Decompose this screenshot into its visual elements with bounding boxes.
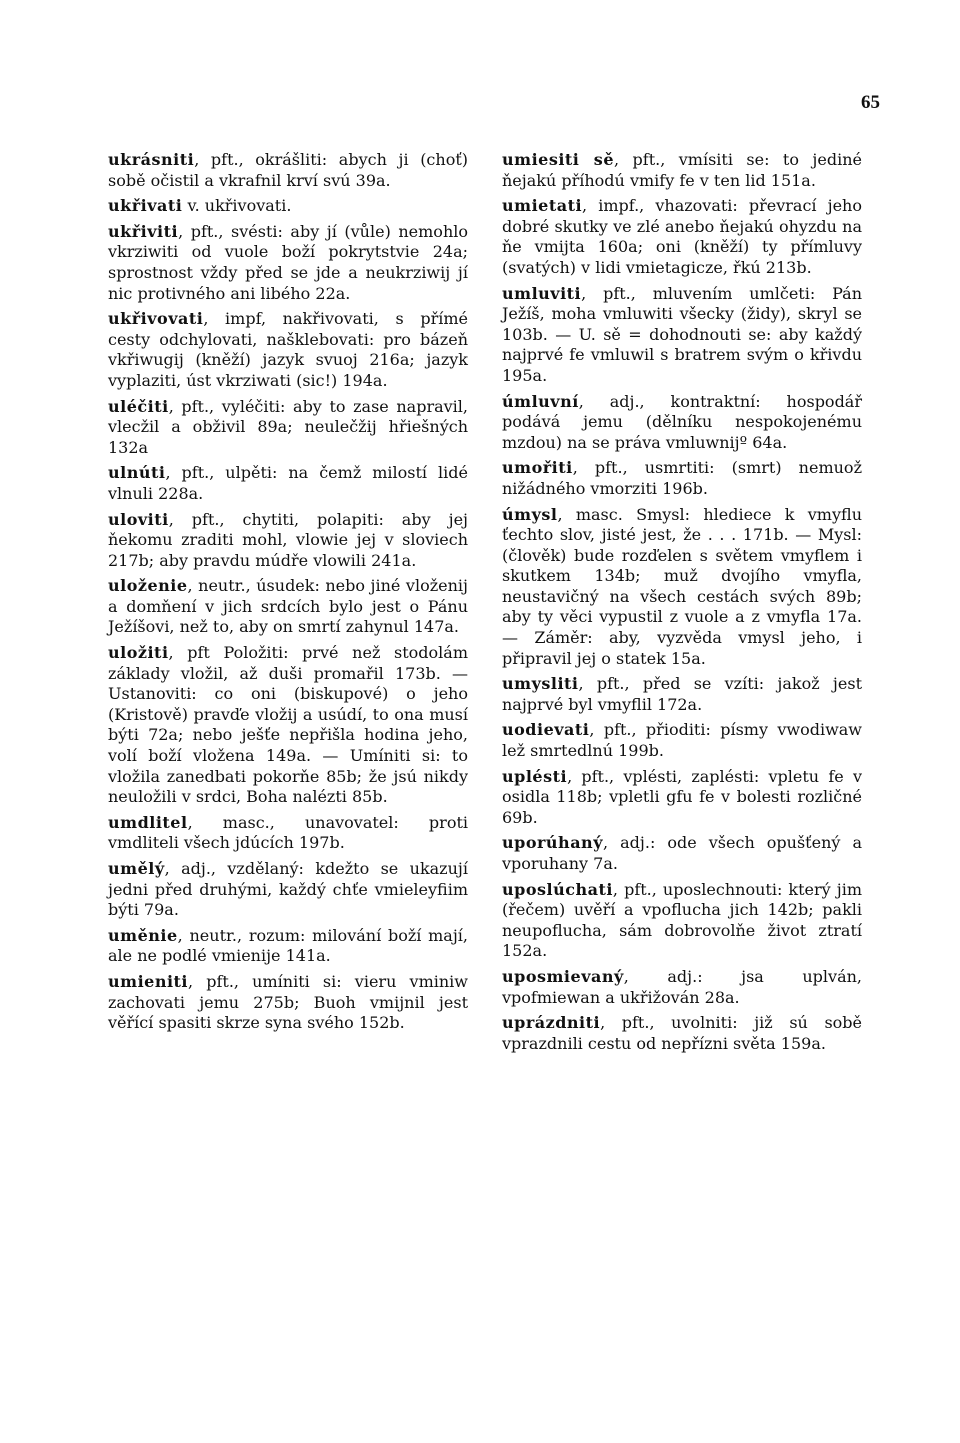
headword: ukřivovati: [108, 309, 204, 329]
dictionary-entry: [108, 643, 468, 808]
dictionary-entry: [502, 392, 862, 454]
dictionary-entry: [502, 833, 862, 874]
headword: umysliti: [502, 674, 579, 694]
headword: umluviti: [502, 283, 582, 303]
entry-definition: , adj., kontraktní: hospodář podává jemu (dělníku nespokojenému mzdou) na se práva vmluwnijº 64a.: [502, 391, 862, 452]
dictionary-entry: [108, 196, 468, 217]
headword: ukrásniti: [108, 150, 195, 169]
entry-definition: , masc., unavovatel: proti vmdliteli všech jdúcích 197b.: [108, 812, 468, 853]
entry-definition: , pft., vplésti, zaplésti: vpletu fe v osidla 118b; vpletli gfu fe v bolesti rozličné 69b.: [502, 766, 862, 827]
entry-definition: , pft., ulpěti: na čemž milostí lidé vlnuli 228a.: [108, 463, 468, 503]
dictionary-entry: [108, 222, 468, 304]
headword: uléčiti: [108, 396, 169, 416]
headword: uplésti: [502, 766, 568, 786]
headword: uposlúchati: [502, 879, 613, 899]
entry-definition: , pft., uposlechnouti: který jim (řečem) uvěří a vpoflucha jich 142b; pakli neupoflucha, sám dobrovolňe život ztratí 152a.: [502, 879, 862, 961]
headword: umieniti: [108, 971, 188, 991]
dictionary-entry: [502, 458, 862, 499]
entry-definition: , pft., vmísiti se: to jediné ňejakú příhodú vmify fe v ten lid 151a.: [502, 150, 862, 190]
entry-definition: , pft., před se vzíti: jakož jest najprvé byl vmyflil 172a.: [502, 674, 862, 714]
dictionary-entry: [502, 880, 862, 962]
dictionary-entry: [502, 1013, 862, 1054]
headword: uodievati: [502, 720, 590, 740]
headword: uprázdniti: [502, 1013, 601, 1033]
right-column: [502, 150, 862, 1059]
entry-definition: , pft., uvolniti: již sú sobě vprazdnili cestu od nepřízni světa 159a.: [502, 1013, 862, 1053]
dictionary-entry: [502, 967, 862, 1008]
entry-definition: , adj., vzdělaný: kdežto se ukazují jedni před druhými, každý chťe vmieleyfiim býti 79a.: [108, 859, 468, 920]
entry-definition: , adj.: jsa uplván, vpofmiewan a ukřižován 28a.: [502, 966, 862, 1007]
dictionary-entry: [108, 859, 468, 921]
dictionary-entry: [502, 196, 862, 278]
dictionary-entry: [502, 720, 862, 761]
entry-definition: , pft., svésti: aby jí (vůle) nemohlo vkrziwiti od vuole boží pokrytstvie 24a; sprostnost vždy před se jde a neukrziwij jí nic protivného ani libého 22a.: [108, 221, 468, 303]
headword: ulnúti: [108, 463, 166, 483]
dictionary-entry: [502, 150, 862, 191]
page-number: 65: [861, 92, 880, 113]
entry-definition: , pft Položiti: prvé než stodolám základy vložil, až duši promařil 173b. — Ustanoviti: co oni (biskupové) o jeho (Kristově) pravďe vložij a usúdí, to ona musí býti 72a; nebo ješťe nepřišla hodina jeho, volí boží vložena 149a. — Umíniti si: to vložila zanedbati pokorňe 85b; že jsú nikdy neuložili v srdci, Boha nalézti 85b.: [108, 643, 468, 807]
headword: umiesiti sě: [502, 150, 614, 169]
headword: uloviti: [108, 509, 169, 529]
headword: uměnie: [108, 925, 178, 945]
dictionary-entry: [108, 926, 468, 967]
dictionary-entry: [502, 674, 862, 715]
headword: úmluvní: [502, 391, 579, 411]
entry-definition: , pft., přioditi: písmy vwodiwaw lež smrtedlnú 199b.: [502, 720, 862, 761]
dictionary-entry: [108, 972, 468, 1034]
entry-definition: , pft., vyléčiti: aby to zase napravil, vlecžil a obživil 89a; neulečžij hřiešných 132a: [108, 396, 468, 457]
headword: umdlitel: [108, 812, 188, 832]
entry-definition: , neutr., rozum: milování boží mají, ale ne podlé vmienije 141a.: [108, 925, 468, 966]
headword: umělý: [108, 859, 165, 878]
dictionary-entry: [108, 576, 468, 638]
headword: uporúhaný: [502, 833, 603, 853]
entry-definition: , impf, nakřivovati, s přímé cesty odchylovati, našklebovati: pro bázeň vkřiwugij (kněží) jazyk svuoj 216a; jazyk vyplaziti, úst vkrziwati (sic!) 194a.: [108, 309, 468, 390]
entry-definition: v. ukřivovati.: [182, 196, 292, 216]
entry-definition: , impf., vhazovati: převrací jeho dobré skutky ve zlé anebo ňejakú ohyzdu na ňe vmijta 160a; oni (kněží) ty přímluvy (svatých) v lidi vmietagicze, řkú 213b.: [502, 196, 862, 277]
headword: ukřiviti: [108, 221, 179, 241]
dictionary-entry: [108, 150, 468, 191]
entry-definition: , adj.: ode všech opušťený a vporuhany 7a.: [502, 833, 862, 873]
dictionary-entry: [108, 463, 468, 504]
dictionary-entry: [108, 813, 468, 854]
headword: uposmievaný: [502, 966, 624, 986]
dictionary-entry: [502, 505, 862, 670]
dictionary-entry: [108, 510, 468, 572]
headword: umietati: [502, 196, 583, 216]
entry-definition: , pft., chytiti, polapiti: aby jej ňekomu zraditi mohl, vlowie jej v sloviech 217b; aby pravdu múdře vlowili 241a.: [108, 509, 468, 570]
headword: uloženie: [108, 576, 188, 596]
headword: uložiti: [108, 643, 169, 663]
entry-definition: , pft., umíniti si: vieru vminiw zachovati jemu 275b; Buoh vmijnil jest věřící spasiti skrze syna svého 152b.: [108, 971, 468, 1033]
dictionary-entry: [502, 767, 862, 829]
headword: úmysl: [502, 504, 558, 524]
entry-definition: , pft., mluvením umlčeti: Pán Ježíš, moha vmluwiti všecky (židy), skryl se 103b. — U. sě = dohodnouti se: aby každý najprvé fe vmluwil s bratrem svým o křivdu 195a.: [502, 283, 862, 385]
dictionary-entry: [502, 284, 862, 387]
entry-definition: , pft., okrášliti: abych ji (choť) sobě očistil a vkrafnil krví svú 39a.: [108, 150, 468, 190]
dictionary-entry: [108, 309, 468, 391]
left-column: [108, 150, 468, 1039]
dictionary-entry: [108, 397, 468, 459]
entry-definition: , masc. Smysl: hlediece k vmyflu ťechto slov, jisté jest, že . . . 171b. — Mysl: (člověk) bude rozďelen s světem vmyflem i skutkem 134b; muž dvojího vmyfla, neustavičný na všech cestách svých 89b; aby ty věci vypustil z vuole a z vmyfla 17a. — Záměr: aby, vyzvěda vmysl jeho, i připravil jej o statek 15a.: [502, 504, 862, 668]
headword: ukřivati: [108, 196, 183, 216]
headword: umořiti: [502, 458, 573, 478]
entry-definition: , pft., usmrtiti: (smrt) nemuož nižádného vmorziti 196b.: [502, 458, 862, 498]
entry-definition: , neutr., úsudek: nebo jiné vloženij a domňení v jich srdcích bylo jest o Pánu Ježíšovi, než to, aby on smrtí zahynul 147a.: [108, 576, 468, 637]
